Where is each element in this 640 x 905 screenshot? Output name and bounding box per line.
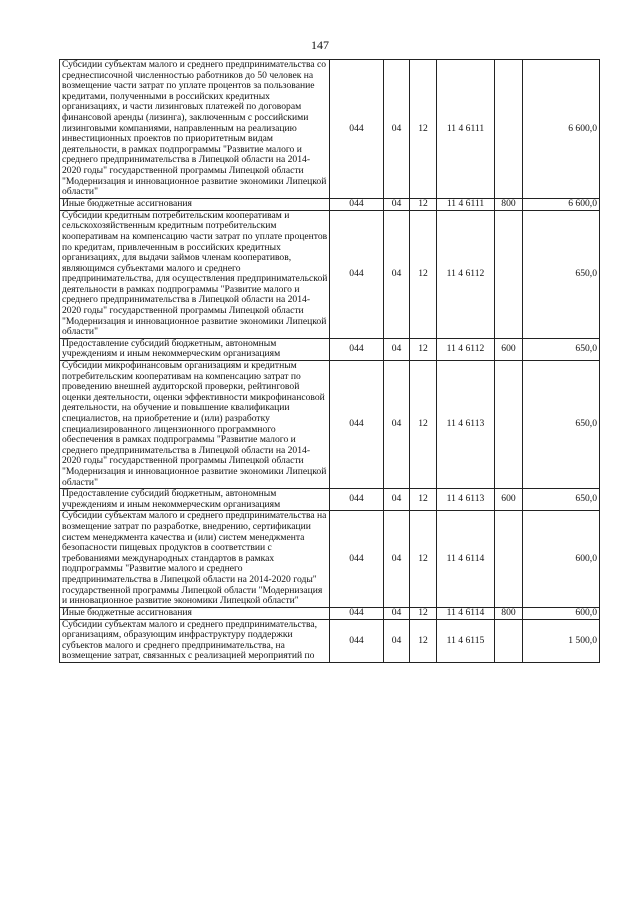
table-row (60, 198, 600, 210)
subsection-code: 12 (410, 60, 437, 199)
section-code: 04 (384, 210, 410, 338)
row-description: Субсидии субъектам малого и среднего предпринимательства, организациям, образующим инфраструктуру поддержки субъектов малого и среднего предпринимательства, на возмещение затрат, связанных с реализацией мероприятий по (60, 619, 330, 662)
section-code: 04 (384, 511, 410, 607)
ministry-code: 044 (330, 210, 384, 338)
table-row (60, 60, 600, 199)
target-article-code: 11 4 6114 (437, 511, 495, 607)
section-code: 04 (384, 361, 410, 489)
section-code: 04 (384, 198, 410, 210)
section-code: 04 (384, 338, 410, 360)
row-description: Иные бюджетные ассигнования (60, 607, 330, 619)
page-number: 147 (311, 38, 329, 52)
row-description: Иные бюджетные ассигнования (60, 198, 330, 210)
ministry-code: 044 (330, 607, 384, 619)
subsection-code: 12 (410, 511, 437, 607)
ministry-code: 044 (330, 511, 384, 607)
expense-type-code (495, 361, 523, 489)
expense-type-code: 800 (495, 198, 523, 210)
subsection-code: 12 (410, 489, 437, 511)
amount: 600,0 (523, 607, 600, 619)
table-row (60, 361, 600, 489)
amount: 6 600,0 (523, 60, 600, 199)
budget-table (59, 59, 600, 663)
subsection-code: 12 (410, 619, 437, 662)
ministry-code: 044 (330, 489, 384, 511)
amount: 650,0 (523, 489, 600, 511)
section-code: 04 (384, 619, 410, 662)
target-article-code: 11 4 6113 (437, 489, 495, 511)
row-description: Субсидии субъектам малого и среднего предпринимательства со среднесписочной численностью работников до 50 человек на возмещение части затрат по уплате процентов за пользование кредитами, полученными в российских кредитных организациях, и части лизинговых платежей по договорам финансовой аренды (лизинга), заключенным с российскими лизинговыми компаниями, направленным на реализацию инвестиционных проектов по приоритетным видам деятельности, в рамках подпрограммы "Развитие малого и среднего предпринимательства в Липецкой области на 2014-2020 годы" государственной программы Липецкой области "Модернизация и инновационное развитие экономики Липецкой области" (60, 60, 330, 199)
ministry-code: 044 (330, 338, 384, 360)
row-description: Предоставление субсидий бюджетным, автономным учреждениям и иным некоммерческим организациям (60, 489, 330, 511)
target-article-code: 11 4 6114 (437, 607, 495, 619)
amount: 6 600,0 (523, 198, 600, 210)
row-description: Предоставление субсидий бюджетным, автономным учреждениям и иным некоммерческим организациям (60, 338, 330, 360)
row-description: Субсидии субъектам малого и среднего предпринимательства на возмещение затрат по разработке, внедрению, сертификации систем менеджмента качества и (или) систем менеджмента безопасности пищевых продуктов в соответствии с требованиями международных стандартов в рамках подпрограммы "Развитие малого и среднего предпринимательства в Липецкой области на 2014-2020 годы" государственной программы Липецкой области "Модернизация и инновационное развитие экономики Липецкой области" (60, 511, 330, 607)
target-article-code: 11 4 6111 (437, 60, 495, 199)
section-code: 04 (384, 489, 410, 511)
expense-type-code: 600 (495, 489, 523, 511)
expense-type-code (495, 619, 523, 662)
row-description: Субсидии микрофинансовым организациям и кредитным потребительским кооперативам на компенсацию затрат по проведению внешней аудиторской проверки, рейтинговой оценки деятельности, оценки эффективности микрофинансовой деятельности, на обучение и повышение квалификации специалистов, на приобретение и (или) разработку специализированного лицензионного программного обеспечения в рамках подпрограммы "Развитие малого и среднего предпринимательства в Липецкой области на 2014-2020 годы" государственной программы Липецкой области "Модернизация и инновационное развитие экономики Липецкой области" (60, 361, 330, 489)
expense-type-code (495, 511, 523, 607)
table-row (60, 511, 600, 607)
subsection-code: 12 (410, 607, 437, 619)
table-row (60, 619, 600, 662)
ministry-code: 044 (330, 198, 384, 210)
ministry-code: 044 (330, 60, 384, 199)
target-article-code: 11 4 6115 (437, 619, 495, 662)
subsection-code: 12 (410, 361, 437, 489)
table-body (60, 60, 600, 663)
expense-type-code: 800 (495, 607, 523, 619)
target-article-code: 11 4 6112 (437, 210, 495, 338)
target-article-code: 11 4 6113 (437, 361, 495, 489)
section-code: 04 (384, 60, 410, 199)
subsection-code: 12 (410, 210, 437, 338)
amount: 650,0 (523, 210, 600, 338)
table-row (60, 338, 600, 360)
ministry-code: 044 (330, 361, 384, 489)
amount: 650,0 (523, 361, 600, 489)
amount: 650,0 (523, 338, 600, 360)
expense-type-code (495, 60, 523, 199)
subsection-code: 12 (410, 338, 437, 360)
row-description: Субсидии кредитным потребительским кооперативам и сельскохозяйственным кредитным потребительским кооперативам на компенсацию части затрат по уплате процентов по кредитам, привлеченным в российских кредитных организациях, для выдачи займов членам кооперативов, являющимся субъектами малого и среднего предпринимательства, для осуществления предпринимательской деятельности в рамках подпрограммы "Развитие малого и среднего предпринимательства в Липецкой области на 2014-2020 годы" государственной программы Липецкой области "Модернизация и инновационное развитие экономики Липецкой области" (60, 210, 330, 338)
expense-type-code: 600 (495, 338, 523, 360)
expense-type-code (495, 210, 523, 338)
table-row (60, 489, 600, 511)
table-row (60, 210, 600, 338)
ministry-code: 044 (330, 619, 384, 662)
target-article-code: 11 4 6112 (437, 338, 495, 360)
subsection-code: 12 (410, 198, 437, 210)
table-row (60, 607, 600, 619)
target-article-code: 11 4 6111 (437, 198, 495, 210)
amount: 600,0 (523, 511, 600, 607)
amount: 1 500,0 (523, 619, 600, 662)
section-code: 04 (384, 607, 410, 619)
